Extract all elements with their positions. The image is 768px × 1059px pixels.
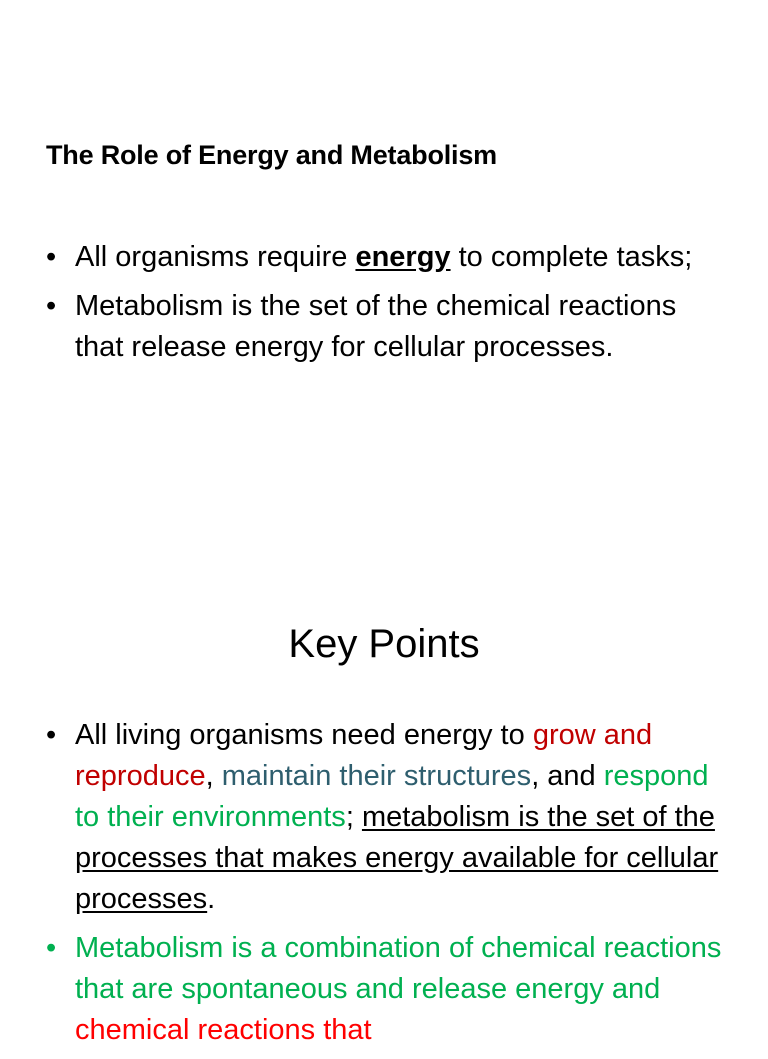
emphasis-energy: energy [355,241,451,273]
intro-bullet-list [46,237,726,376]
highlight-grow-reproduce: grow and reproduce [75,719,653,792]
bullet-text: , [205,760,222,792]
bullet-text: All organisms require [75,241,356,273]
bullet-text: , and [531,760,604,792]
bullet-dot: • [46,290,57,322]
bullet-dot: • [46,719,57,751]
highlight-maintain-structures: maintain their structures [221,760,532,792]
slide-title: The Role of Energy and Metabolism [46,140,497,170]
list-item [46,237,726,278]
section-heading: Key Points [288,622,480,666]
list-item [46,928,726,1051]
list-item [46,715,726,920]
bullet-text: Metabolism is the set of the chemical reactions that release energy for cellular processes. [75,290,677,363]
key-points-list [46,715,726,1059]
underlined-definition: metabolism is the set of the processes that makes energy available for cellular processes [75,801,719,915]
bullet-text: . [207,883,216,915]
bullet-text: Metabolism is a combination of chemical reactions that are spontaneous and release energy and [75,932,722,1005]
highlight-respond-environments: respond to their environments [75,760,709,833]
bullet-text: ; [345,801,362,833]
bullet-text: to complete tasks; [450,241,693,273]
bullet-dot: • [46,932,57,964]
list-item [46,286,726,368]
highlight-chemical-reactions: chemical reactions that [75,1014,372,1046]
bullet-dot: • [46,241,57,273]
bullet-text: All living organisms need energy to [75,719,533,751]
